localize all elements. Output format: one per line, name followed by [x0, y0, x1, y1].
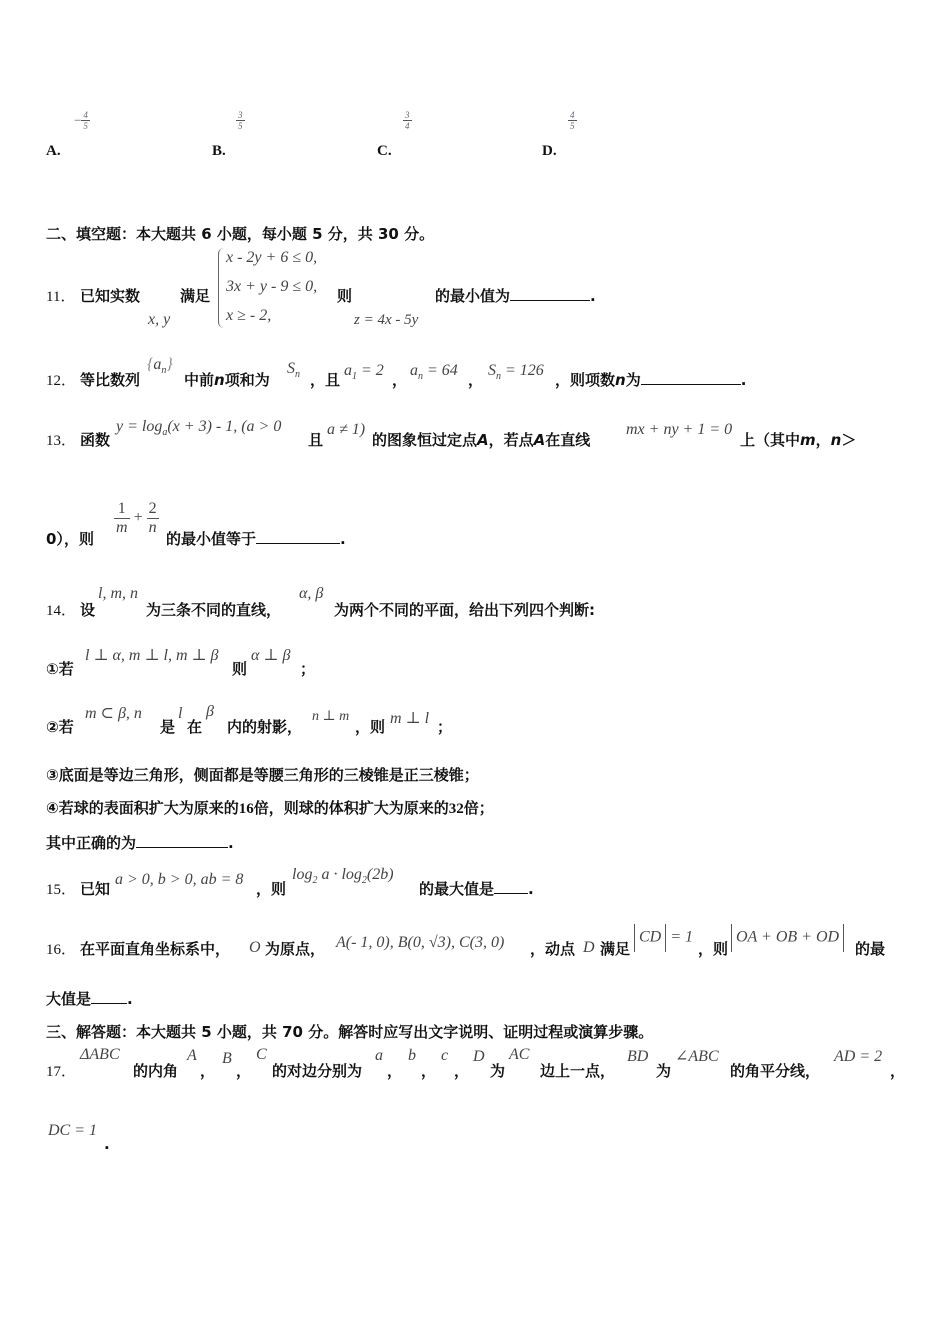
q12-text-2: 中前n项和为 — [184, 371, 270, 389]
q13-fraction-expr: $\frac{1}{m}$ + $\frac{2}{n}$ — [116, 500, 157, 536]
q17-dc: DC = 1 — [48, 1122, 98, 1139]
option-d-label: D. — [542, 143, 557, 159]
q13-text-2: 且 — [308, 431, 324, 449]
q16-origin: O — [249, 939, 261, 956]
q14-s2-beta: β — [206, 703, 214, 720]
q11-answer-blank[interactable] — [510, 286, 590, 301]
q17-text-4: 边上一点， — [540, 1062, 616, 1080]
q14-s2-condition: m ⊂ β, n — [85, 705, 142, 722]
q17-triangle: ΔABC — [80, 1046, 120, 1063]
q16-cd: CD = 1 — [634, 924, 693, 952]
q12-comma-2: ， — [468, 371, 484, 389]
q15-condition: a > 0, b > 0, ab = 8 — [115, 871, 244, 888]
q14-s2-text-3: 内的射影， — [227, 718, 303, 736]
option-a-label: A. — [46, 143, 61, 159]
q12-sn-value: $S_n = 126$ — [488, 362, 544, 383]
q14-answer-blank[interactable] — [136, 833, 228, 848]
q14-answer-line: 其中正确的为 . — [46, 834, 234, 852]
q12-text-4: ，则项数n为 . — [555, 371, 747, 389]
q14-s1-condition: l ⊥ α, m ⊥ l, m ⊥ β — [85, 647, 219, 664]
q17-ad: AD = 2 — [834, 1048, 883, 1065]
q12-an: $a_n = 64$ — [410, 362, 458, 383]
q16-sum: OA + OB + OD — [731, 924, 844, 952]
q13-answer-blank[interactable] — [256, 529, 340, 544]
q14-statement-3: ③底面是等边三角形，侧面都是等腰三角形的三棱锥是正三棱锥； — [46, 766, 479, 784]
option-d[interactable] — [542, 140, 557, 160]
q14-s2-end: ； — [437, 718, 453, 736]
option-b-value: $\frac{3}{5}$ — [238, 110, 243, 131]
q14-text-3: 为两个不同的平面，给出下列四个判断: — [334, 601, 596, 619]
q17-bd: BD — [627, 1048, 649, 1065]
q12-answer-blank[interactable] — [641, 370, 741, 385]
q13-text-4: 上（其中m，n＞ — [740, 431, 857, 449]
q15-expression: $\log_2 a \cdot \log_2(2b)$ — [292, 866, 394, 887]
q15-text-1: 已知 — [80, 880, 111, 898]
q16-text-6: 的最 — [855, 940, 886, 958]
q14-s1-end: ； — [300, 660, 316, 678]
q16-text-5: ，则 — [698, 940, 729, 958]
q16-text-7: 大值是 . — [46, 990, 133, 1008]
q14-planes: α, β — [299, 585, 324, 602]
q14-s1-text: 则 — [232, 660, 248, 678]
q15-text-3: 的最大值是 . — [419, 880, 534, 898]
q17-ac: AC — [509, 1046, 530, 1063]
q17-side-b: b — [408, 1047, 416, 1064]
q14-lines: l, m, n — [98, 585, 138, 602]
q17-text-5: 为 — [656, 1062, 672, 1080]
q11-constraint-1: x - 2y + 6 ≤ 0, — [226, 249, 318, 266]
q17-angle-c: C — [256, 1046, 267, 1063]
q14-text-1: 设 — [80, 601, 96, 619]
q16-point-d: D — [583, 939, 595, 956]
q17-text-6: 的角平分线， — [730, 1062, 821, 1080]
q12-text-1: 等比数列 — [80, 371, 141, 389]
q12-sequence: $\{a_n\}$ — [147, 356, 173, 377]
q12-text-3: ，且 — [310, 371, 341, 389]
q14-s2-l: l — [178, 705, 183, 722]
q14-s2-text-2: 在 — [187, 718, 203, 736]
option-c[interactable] — [377, 140, 392, 160]
q13-condition: a ≠ 1) — [327, 421, 366, 438]
q17-angle-a: A — [187, 1047, 197, 1064]
q17-comma-4: ， — [421, 1062, 437, 1080]
q17-comma-1: ， — [200, 1062, 216, 1080]
q17-comma-3: ， — [387, 1062, 403, 1080]
option-b-label: B. — [212, 143, 226, 159]
q14-statement-2: ②若 — [46, 718, 74, 736]
q12-number: 12． — [46, 373, 77, 389]
q13-text-3: 的图象恒过定点A，若点A在直线 — [372, 431, 591, 449]
q11-text-4: 的最小值为 . — [435, 287, 596, 305]
q14-text-2: 为三条不同的直线， — [146, 601, 282, 619]
q11-text-2: 满足 — [180, 287, 211, 305]
option-a-sign: − — [74, 112, 82, 128]
q17-comma-6: ， — [890, 1062, 906, 1080]
q11-brace — [218, 248, 225, 328]
q13-line: mx + ny + 1 = 0 — [626, 421, 733, 438]
q16-text-4: 满足 — [600, 940, 631, 958]
q17-comma-5: ， — [454, 1062, 470, 1080]
q16-number: 16． — [46, 942, 77, 958]
q12-a1: $a_1 = 2$ — [344, 362, 384, 383]
q11-objective: z = 4x - 5y — [354, 312, 419, 328]
q15-answer-blank[interactable] — [494, 879, 528, 894]
q14-statement-4: ④若球的表面积扩大为原来的16倍，则球的体积扩大为原来的32倍； — [46, 799, 494, 817]
q16-answer-blank[interactable] — [91, 989, 127, 1004]
q13-text-5: 0），则 — [46, 530, 94, 548]
q16-text-3: ，动点 — [530, 940, 576, 958]
q16-text-2: 为原点， — [265, 940, 326, 958]
q13-text-1: 函数 — [80, 431, 111, 449]
q14-number: 14． — [46, 603, 77, 619]
q17-text-3: 为 — [490, 1062, 506, 1080]
q13-text-6: 的最小值等于 . — [166, 530, 346, 548]
q13-number: 13． — [46, 433, 77, 449]
option-a[interactable] — [46, 140, 61, 160]
q14-s2-text-4: ，则 — [355, 718, 386, 736]
q11-constraint-3: x ≥ - 2, — [226, 307, 272, 324]
q14-s2-result: m ⊥ l — [390, 710, 430, 727]
q16-text-1: 在平面直角坐标系中， — [80, 940, 231, 958]
q17-text-2: 的对边分别为 — [272, 1062, 363, 1080]
q12-sn: $S_n$ — [287, 360, 300, 381]
option-a-value: − $\frac{4}{5}$ — [74, 110, 88, 131]
q12-comma-1: ， — [392, 371, 408, 389]
option-d-value: $\frac{4}{5}$ — [570, 110, 575, 131]
q14-s2-text-1: 是 — [160, 718, 176, 736]
q14-s2-nm: n ⊥ m — [312, 709, 350, 724]
q17-side-a: a — [375, 1047, 383, 1064]
option-c-value: $\frac{3}{4}$ — [405, 110, 410, 131]
q14-statement-1: ①若 — [46, 660, 74, 678]
option-b[interactable] — [212, 140, 226, 160]
q17-side-c: c — [441, 1047, 449, 1064]
q11-vars: x, y — [148, 311, 171, 328]
q17-point-d: D — [473, 1048, 485, 1065]
q16-points: A(- 1, 0), B(0, √3), C(3, 0) — [336, 934, 505, 951]
option-c-label: C. — [377, 143, 392, 159]
q17-angle-abc: ∠ABC — [675, 1048, 719, 1065]
section-3-heading: 三、解答题：本大题共 5 小题，共 70 分。解答时应写出文字说明、证明过程或演算步骤。 — [46, 1023, 654, 1041]
q15-number: 15． — [46, 882, 77, 898]
q17-angle-b: B — [222, 1050, 232, 1067]
q14-s1-result: α ⊥ β — [251, 647, 291, 664]
q17-comma-2: ， — [236, 1062, 252, 1080]
q17-text-1: 的内角 — [133, 1062, 179, 1080]
q15-text-2: ，则 — [256, 880, 287, 898]
q13-function: $y = \log_a(x + 3) - 1$, (a > 0 — [116, 418, 282, 439]
section-2-heading: 二、填空题：本大题共 6 小题，每小题 5 分，共 30 分。 — [46, 225, 435, 243]
q11-text-3: 则 — [337, 287, 353, 305]
q11-text-1: 已知实数 — [80, 287, 141, 305]
q11-number: 11． — [46, 289, 76, 305]
q17-number: 17． — [46, 1064, 77, 1080]
q11-constraint-2: 3x + y - 9 ≤ 0, — [226, 278, 318, 295]
q17-end: . — [104, 1135, 110, 1153]
